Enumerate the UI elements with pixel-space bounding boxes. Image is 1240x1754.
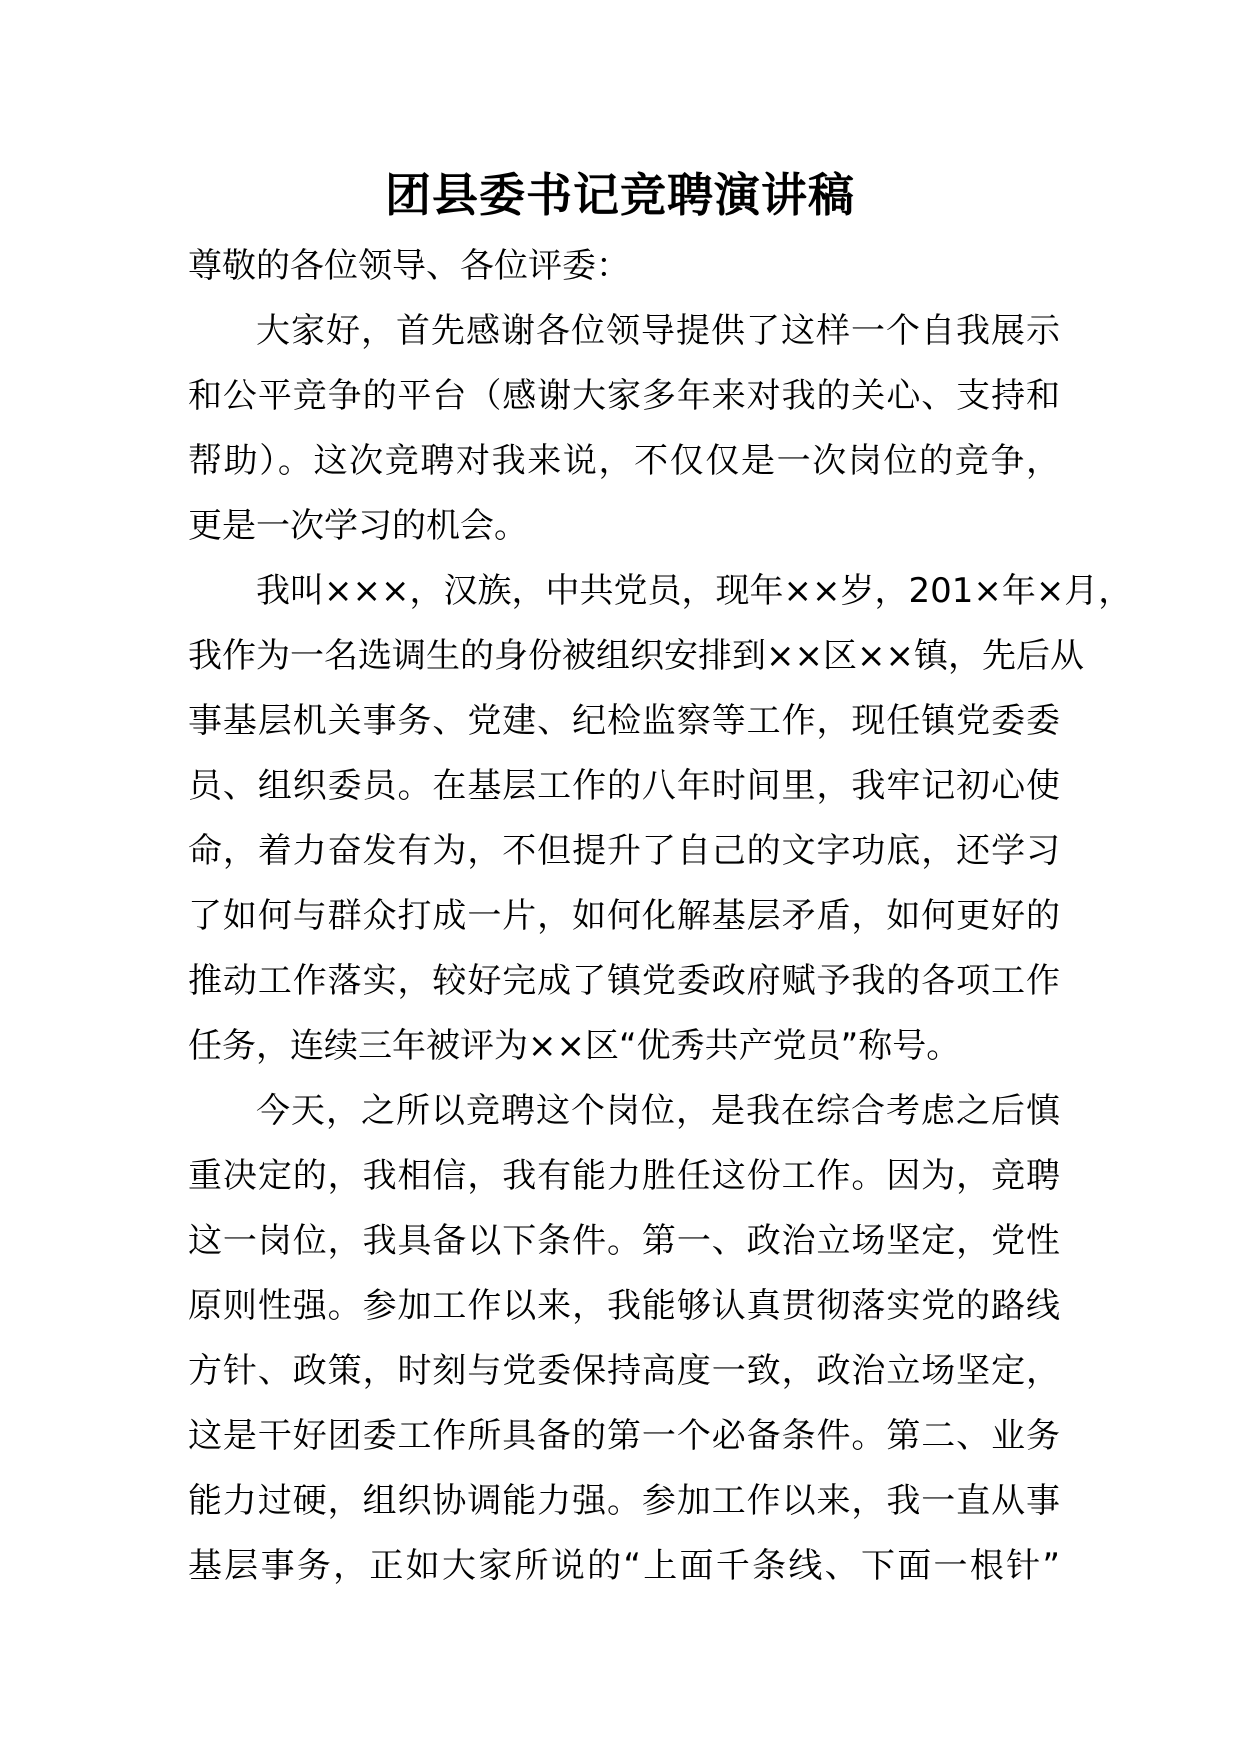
paragraph-line: 更是一次学习的机会。 [188, 506, 528, 546]
paragraph-line: 员、组织委员。在基层工作的八年时间里，我牢记初心使 [188, 766, 1060, 806]
document-body [188, 234, 1133, 1599]
paragraph-line: 事基层机关事务、党建、纪检监察等工作，现任镇党委委 [188, 701, 1060, 741]
salutation-line: 尊敬的各位领导、各位评委： [188, 246, 630, 286]
document-title: 团县委书记竞聘演讲稿 [385, 168, 855, 222]
paragraph-line: 原则性强。参加工作以来，我能够认真贯彻落实党的路线 [188, 1286, 1060, 1326]
paragraph-line: 方针、政策，时刻与党委保持高度一致，政治立场坚定， [188, 1351, 1060, 1391]
paragraph-line: 命，着力奋发有为，不但提升了自己的文字功底，还学习 [188, 831, 1060, 871]
paragraph-line: 今天，之所以竞聘这个岗位，是我在综合考虑之后慎 [256, 1091, 1060, 1131]
paragraph-line: 和公平竞争的平台（感谢大家多年来对我的关心、支持和 [188, 376, 1060, 416]
paragraph-line: 推动工作落实，较好完成了镇党委政府赋予我的各项工作 [188, 961, 1060, 1001]
paragraph-line: 我叫×××，汉族，中共党员，现年××岁，201×年×月， [256, 571, 1133, 611]
paragraph-line: 基层事务，正如大家所说的“上面千条线、下面一根针” [188, 1546, 1060, 1586]
paragraph-line: 能力过硬，组织协调能力强。参加工作以来，我一直从事 [188, 1481, 1060, 1521]
paragraph-line: 大家好，首先感谢各位领导提供了这样一个自我展示 [256, 311, 1060, 351]
paragraph-line: 任务，连续三年被评为××区“优秀共产党员”称号。 [188, 1026, 961, 1066]
paragraph-line: 这一岗位，我具备以下条件。第一、政治立场坚定，党性 [188, 1221, 1060, 1261]
paragraph-line: 了如何与群众打成一片，如何化解基层矛盾，如何更好的 [188, 896, 1060, 936]
paragraph-line: 帮助）。这次竞聘对我来说，不仅仅是一次岗位的竞争， [188, 441, 1060, 481]
paragraph-line: 我作为一名选调生的身份被组织安排到××区××镇，先后从 [188, 636, 1084, 676]
paragraph-line: 重决定的，我相信，我有能力胜任这份工作。因为，竞聘 [188, 1156, 1060, 1196]
paragraph-line: 这是干好团委工作所具备的第一个必备条件。第二、业务 [188, 1416, 1060, 1456]
